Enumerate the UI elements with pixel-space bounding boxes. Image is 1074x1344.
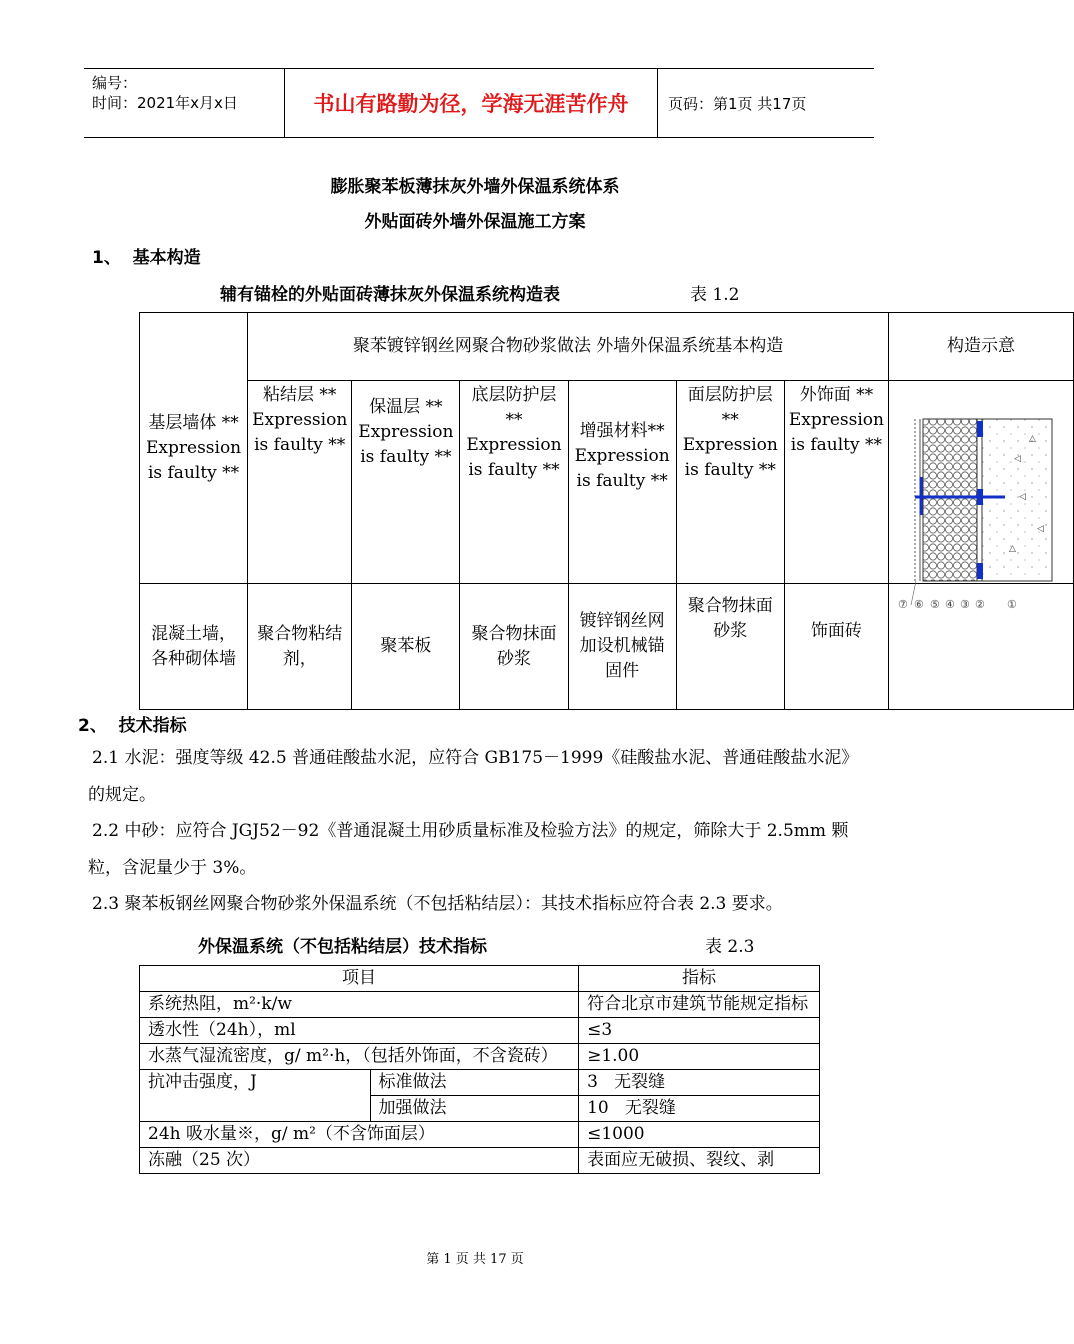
val-impact-standard: 3 无裂缝 bbox=[579, 1070, 820, 1096]
val-impact-reinforced: 10 无裂缝 bbox=[579, 1096, 820, 1122]
cell-reinforcement: 镀锌钢丝网加设机械锚固件 bbox=[568, 584, 676, 710]
svg-text:◁: ◁ bbox=[1018, 492, 1026, 502]
header-item: 项目 bbox=[140, 966, 579, 992]
paragraph-2-2: 2.2 中砂：应符合 JGJ52－92《普通混凝土用砂质量标准及检验方法》的规定，筛除大于 2.5mm 颗粒，含泥量少于 3%。 bbox=[88, 821, 849, 878]
impact-reinforced: 加强做法 bbox=[370, 1096, 579, 1122]
row-water-absorption: 24h 吸水量※，g/ m²（不含饰面层） bbox=[140, 1122, 579, 1148]
doc-time-label: 时间：2021年x月x日 bbox=[92, 94, 238, 112]
diagram-number-labels bbox=[889, 584, 1073, 614]
svg-text:◁: ◁ bbox=[1036, 524, 1044, 534]
row-water-permeability: 透水性（24h），ml bbox=[140, 1018, 579, 1044]
cell-surface-protection-layer: 聚合物抹面砂浆 bbox=[676, 584, 784, 710]
table1-caption: 辅有锚栓的外贴面砖薄抹灰外保温系统构造表 bbox=[220, 285, 560, 305]
label-2: ② bbox=[974, 598, 985, 611]
impact-standard: 标准做法 bbox=[370, 1070, 579, 1096]
col-reinforcement: 增强材料** Expression is faulty ** bbox=[568, 381, 676, 584]
diagram-header: 构造示意 bbox=[888, 313, 1073, 381]
col-finish: 外饰面 ** Expression is faulty ** bbox=[784, 381, 888, 584]
label-3: ③ bbox=[959, 598, 970, 611]
row-freeze-thaw: 冻融（25 次） bbox=[140, 1148, 579, 1174]
doc-title-line1: 膨胀聚苯板薄抹灰外墙外保温系统体系 bbox=[330, 177, 620, 197]
technical-index-table bbox=[139, 965, 820, 1174]
base-wall-header: 基层墙体 ** Expression is faulty ** bbox=[140, 313, 248, 584]
svg-text:△: △ bbox=[1008, 544, 1016, 554]
paragraph-2-3: 2.3 聚苯板钢丝网聚合物砂浆外保温系统（不包括粘结层）：其技术指标应符合表 2.3 要求。 bbox=[92, 894, 783, 914]
label-6: ⑥ bbox=[913, 598, 924, 611]
header-page-label: 页码：第1页 共17页 bbox=[668, 94, 807, 113]
label-5: ⑤ bbox=[929, 598, 940, 611]
cell-bond-layer: 聚合物粘结剂， bbox=[248, 584, 352, 710]
header-page-cell bbox=[658, 69, 874, 137]
system-group-header: 聚苯镀锌钢丝网聚合物砂浆做法 外墙外保温系统基本构造 bbox=[248, 313, 889, 381]
row-impact-strength: 抗冲击强度，J bbox=[140, 1070, 371, 1122]
section2-heading: 2、 技术指标 bbox=[78, 716, 187, 736]
svg-text:◁: ◁ bbox=[1013, 454, 1021, 464]
cell-diagram-continued bbox=[888, 584, 1073, 710]
table2-number: 表 2.3 bbox=[705, 937, 755, 957]
col-surface-protection-layer: 面层防护层 ** Expression is faulty ** bbox=[676, 381, 784, 584]
header-index: 指标 bbox=[579, 966, 820, 992]
cell-base-wall: 混凝土墙，各种砌体墙 bbox=[140, 584, 248, 710]
doc-number-label: 编号： bbox=[92, 74, 138, 92]
label-4: ④ bbox=[944, 598, 955, 611]
cell-insulation-layer: 聚苯板 bbox=[352, 584, 460, 710]
section1-heading: 1、 基本构造 bbox=[92, 248, 201, 268]
doc-title-line2: 外贴面砖外墙外保温施工方案 bbox=[364, 212, 586, 232]
header-motto-cell bbox=[285, 69, 658, 137]
val-vapor-flux: ≥1.00 bbox=[579, 1044, 820, 1070]
construction-table bbox=[139, 312, 1074, 710]
page-header bbox=[84, 68, 874, 138]
row-thermal-resistance: 系统热阻，m²·k/w bbox=[140, 992, 579, 1018]
col-bond-layer: 粘结层 ** Expression is faulty ** bbox=[248, 381, 352, 584]
col-base-protection-layer: 底层防护层 ** Expression is faulty ** bbox=[460, 381, 568, 584]
val-thermal-resistance: 符合北京市建筑节能规定指标 bbox=[579, 992, 820, 1018]
val-water-absorption: ≤1000 bbox=[579, 1122, 820, 1148]
diagram-cell bbox=[888, 381, 1073, 584]
svg-text:△: △ bbox=[1028, 434, 1036, 444]
page-footer: 第 1 页 共 17 页 bbox=[426, 1252, 524, 1267]
cell-finish: 饰面砖 bbox=[784, 584, 888, 710]
label-7: ⑦ bbox=[897, 598, 908, 611]
table1-number: 表 1.2 bbox=[690, 285, 740, 305]
construction-diagram bbox=[889, 381, 1073, 583]
col-insulation-layer: 保温层 ** Expression is faulty ** bbox=[352, 381, 460, 584]
row-vapor-flux: 水蒸气湿流密度，g/ m²·h，（包括外饰面，不含瓷砖） bbox=[140, 1044, 579, 1070]
label-1: ① bbox=[1006, 598, 1017, 611]
val-water-permeability: ≤3 bbox=[579, 1018, 820, 1044]
paragraph-2-1: 2.1 水泥：强度等级 42.5 普通硅酸盐水泥，应符合 GB175－1999《硅酸盐水泥、普通硅酸盐水泥》的规定。 bbox=[88, 748, 859, 805]
val-freeze-thaw: 表面应无破损、裂纹、剥 bbox=[579, 1148, 820, 1174]
cell-base-protection-layer: 聚合物抹面砂浆 bbox=[460, 584, 568, 710]
table2-caption: 外保温系统（不包括粘结层）技术指标 bbox=[198, 937, 487, 957]
header-meta bbox=[84, 69, 285, 137]
header-motto: 书山有路勤为径，学海无涯苦作舟 bbox=[313, 92, 629, 116]
wall-section bbox=[915, 419, 1052, 581]
